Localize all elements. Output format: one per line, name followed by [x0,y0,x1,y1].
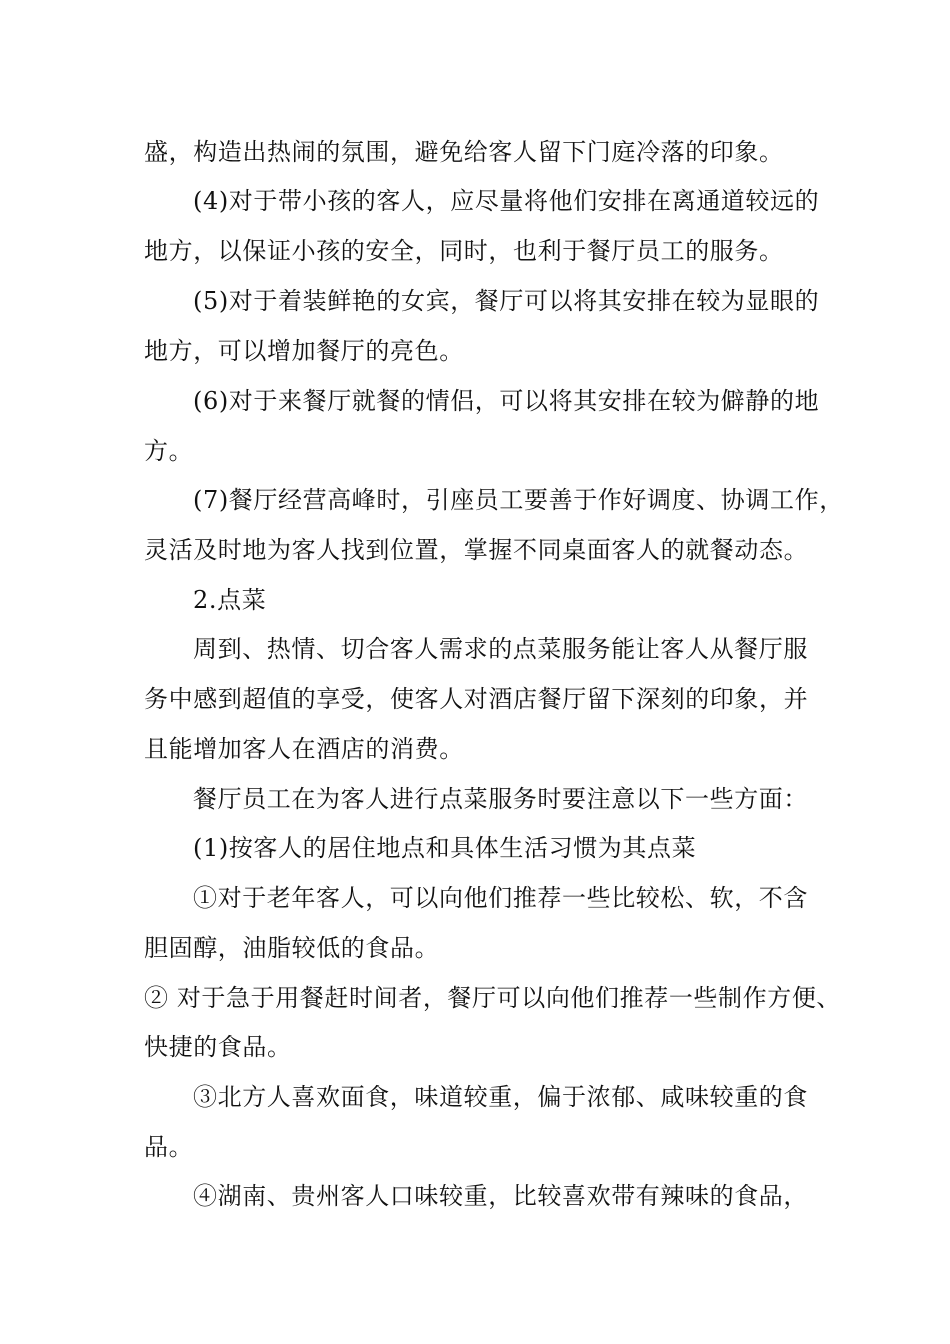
text-line: 且能增加客人在酒店的消费。 [144,735,464,763]
text-line: 地方，可以增加餐厅的亮色。 [144,337,464,365]
text-line: 地方，以保证小孩的安全，同时，也利于餐厅员工的服务。 [144,237,784,265]
text-line: 品。 [144,1133,194,1161]
text-line: ①对于老年客人，可以向他们推荐一些比较松、软，不含 [193,884,808,912]
text-line: 盛，构造出热闹的氛围，避免给客人留下门庭冷落的印象。 [144,138,784,166]
text-line: 务中感到超值的享受，使客人对酒店餐厅留下深刻的印象，并 [144,685,809,713]
text-line: ③北方人喜欢面食，味道较重，偏于浓郁、咸味较重的食 [193,1083,808,1111]
text-line: 胆固醇，油脂较低的食品。 [144,934,440,962]
text-line: (4)对于带小孩的客人，应尽量将他们安排在离通道较远的 [193,187,820,215]
text-line: (1)按客人的居住地点和具体生活习惯为其点菜 [193,834,697,862]
text-line: 餐厅员工在为客人进行点菜服务时要注意以下一些方面： [193,785,808,813]
text-line: ④湖南、贵州客人口味较重，比较喜欢带有辣味的食品， [193,1182,808,1210]
text-line: 方。 [144,437,194,465]
text-line: 快捷的食品。 [144,1033,292,1061]
text-line: (6)对于来餐厅就餐的情侣，可以将其安排在较为僻静的地 [193,387,820,415]
text-line: (5)对于着装鲜艳的女宾，餐厅可以将其安排在较为显眼的 [193,287,820,315]
text-line: ② 对于急于用餐赶时间者，餐厅可以向他们推荐一些制作方便、 [144,984,842,1012]
text-line: 灵活及时地为客人找到位置，掌握不同桌面客人的就餐动态。 [144,536,809,564]
text-line: 周到、热情、切合客人需求的点菜服务能让客人从餐厅服 [193,635,808,663]
text-line: (7)餐厅经营高峰时，引座员工要善于作好调度、协调工作， [193,486,844,514]
section-heading: 2.点菜 [193,586,267,614]
